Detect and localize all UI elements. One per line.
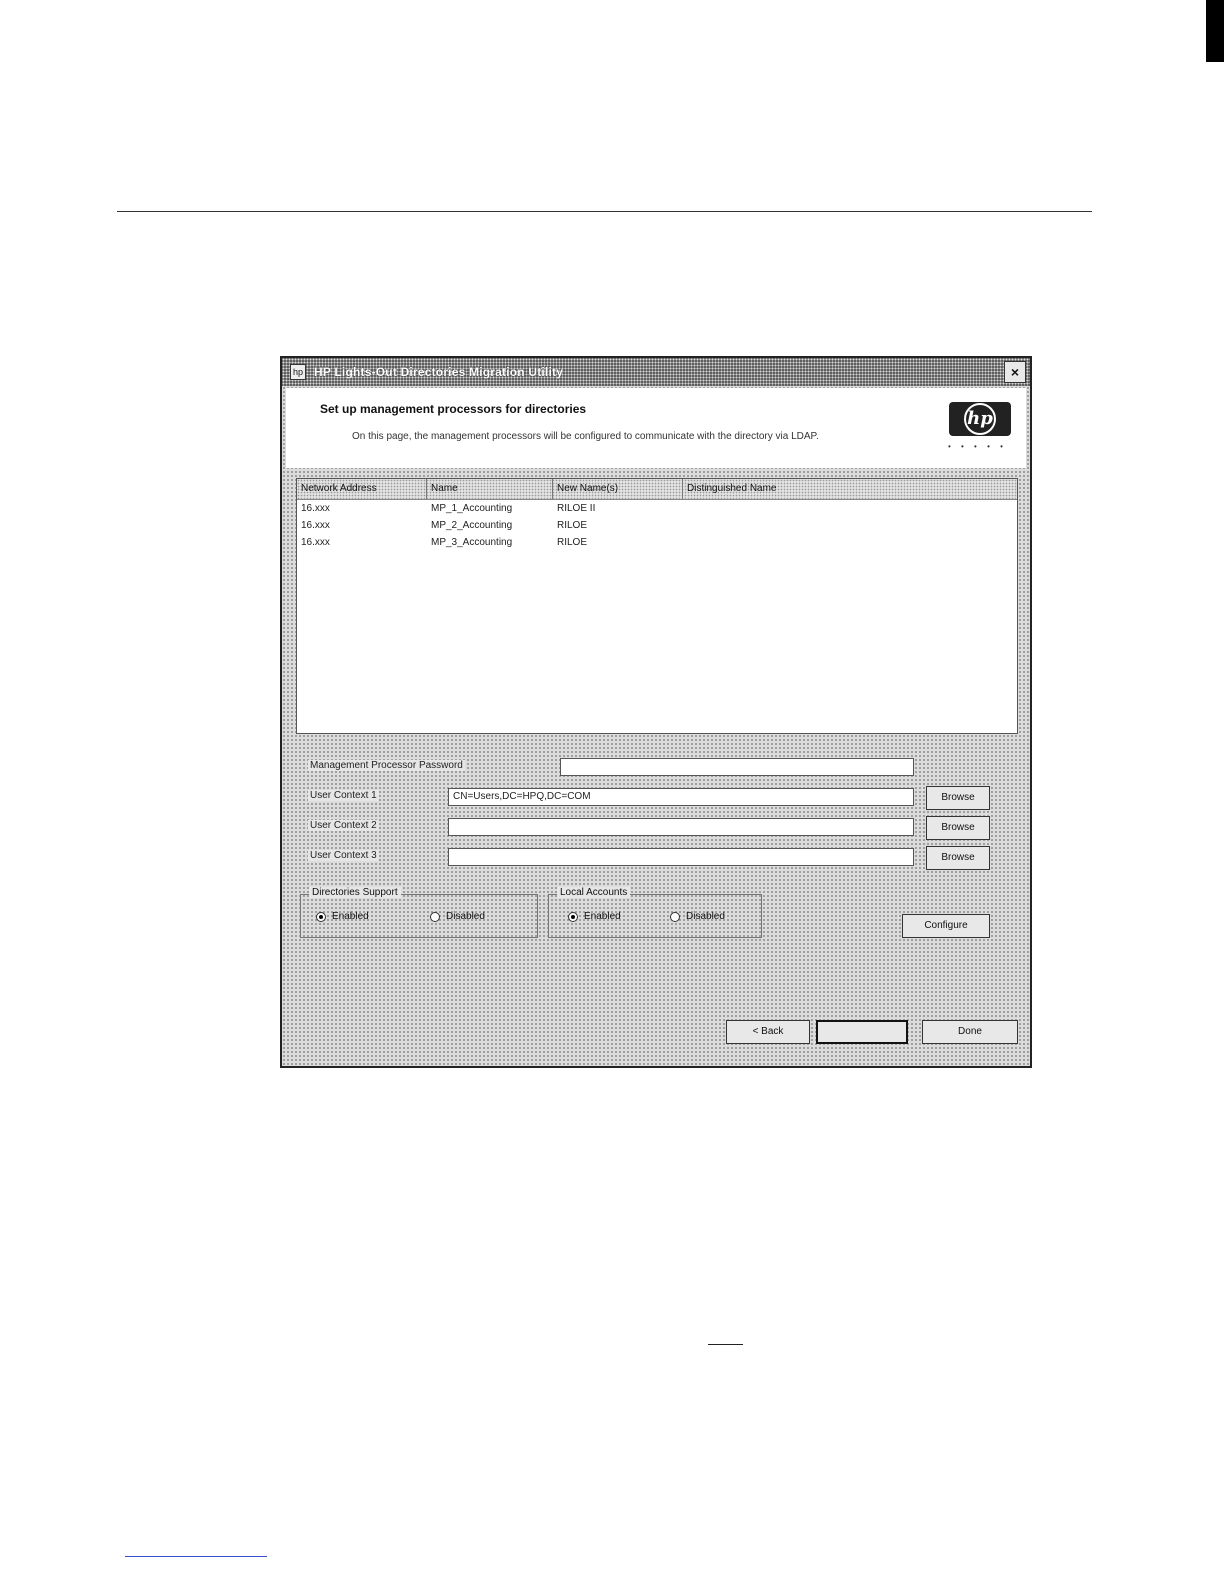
dir-support-disabled-label: Disabled bbox=[446, 911, 485, 922]
page-title: Set up management processors for directories bbox=[320, 402, 587, 416]
configure-button[interactable]: Configure bbox=[902, 914, 990, 938]
cell-address: 16.xxx bbox=[301, 520, 330, 531]
local-accounts-label: Local Accounts bbox=[557, 887, 630, 898]
user-context-1-field[interactable]: CN=Users,DC=HPQ,DC=COM bbox=[448, 788, 914, 806]
dir-support-disabled-option[interactable] bbox=[430, 911, 485, 922]
cell-dn bbox=[683, 500, 1017, 517]
cell-name: MP_3_Accounting bbox=[431, 537, 513, 548]
window-title: HP Lights-Out Directories Migration Utility bbox=[314, 365, 564, 379]
local-accounts-disabled-option[interactable] bbox=[670, 911, 725, 922]
list-row[interactable] bbox=[297, 517, 1017, 534]
dir-support-enabled-label: Enabled bbox=[332, 911, 369, 922]
user-context-3-field[interactable] bbox=[448, 848, 914, 866]
cell-new-name: RILOE bbox=[557, 520, 588, 531]
column-distinguished-name[interactable]: Distinguished Name bbox=[687, 483, 777, 494]
dir-support-disabled-radio[interactable] bbox=[430, 912, 440, 922]
list-row[interactable] bbox=[297, 500, 1017, 517]
local-accounts-disabled-radio[interactable] bbox=[670, 912, 680, 922]
list-row[interactable] bbox=[297, 534, 1017, 551]
local-accounts-enabled-option[interactable] bbox=[568, 911, 621, 922]
wizard-header bbox=[286, 388, 1026, 468]
directories-support-label: Directories Support bbox=[309, 887, 401, 898]
migration-dialog bbox=[280, 356, 1032, 1068]
user-context-1-label: User Context 1 bbox=[310, 790, 377, 801]
close-button[interactable]: × bbox=[1004, 361, 1026, 383]
hp-logo: hp bbox=[949, 402, 1011, 436]
cell-address: 16.xxx bbox=[301, 503, 330, 514]
dir-support-enabled-option[interactable] bbox=[316, 911, 369, 922]
mgmt-password-label: Management Processor Password bbox=[310, 760, 463, 771]
column-new-names[interactable]: New Name(s) bbox=[553, 479, 683, 499]
top-rule bbox=[117, 211, 1092, 212]
cell-new-name: RILOE bbox=[557, 537, 588, 548]
browse-1-button[interactable]: Browse bbox=[926, 786, 990, 810]
app-icon: hp bbox=[290, 364, 306, 380]
mgmt-password-field[interactable] bbox=[560, 758, 914, 776]
next-button[interactable] bbox=[816, 1020, 908, 1044]
footer-link-rule bbox=[125, 1556, 267, 1557]
local-accounts-enabled-radio[interactable] bbox=[568, 912, 578, 922]
column-name[interactable]: Name bbox=[427, 479, 553, 499]
cell-name: MP_2_Accounting bbox=[431, 520, 513, 531]
cell-address: 16.xxx bbox=[301, 537, 330, 548]
page-edge-tab bbox=[1206, 0, 1224, 62]
footnote-underline bbox=[708, 1344, 743, 1345]
cell-new-name: RILOE II bbox=[557, 503, 596, 514]
cell-dn bbox=[683, 534, 1017, 551]
cell-name: MP_1_Accounting bbox=[431, 503, 513, 514]
dir-support-enabled-radio[interactable] bbox=[316, 912, 326, 922]
back-button[interactable]: < Back bbox=[726, 1020, 810, 1044]
hp-logo-tagline: • • • • • bbox=[948, 442, 1007, 451]
page-description: On this page, the management processors will be configured to communicate with the directory via LDAP. bbox=[352, 431, 819, 442]
user-context-2-label: User Context 2 bbox=[310, 820, 377, 831]
user-context-3-label: User Context 3 bbox=[310, 850, 377, 861]
user-context-2-field[interactable] bbox=[448, 818, 914, 836]
browse-3-button[interactable]: Browse bbox=[926, 846, 990, 870]
browse-2-button[interactable]: Browse bbox=[926, 816, 990, 840]
title-bar[interactable] bbox=[282, 358, 1030, 386]
done-button[interactable]: Done bbox=[922, 1020, 1018, 1044]
list-header bbox=[297, 479, 1017, 500]
column-network-address[interactable]: Network Address bbox=[297, 479, 427, 499]
cell-dn bbox=[683, 517, 1017, 534]
processor-list[interactable] bbox=[296, 478, 1018, 734]
local-accounts-disabled-label: Disabled bbox=[686, 911, 725, 922]
local-accounts-enabled-label: Enabled bbox=[584, 911, 621, 922]
